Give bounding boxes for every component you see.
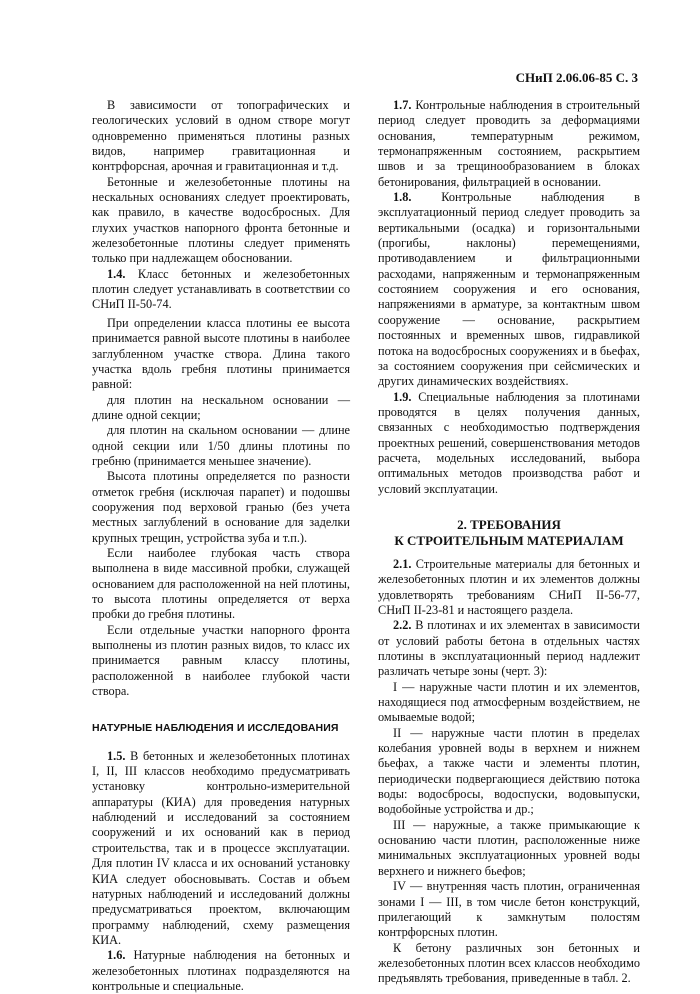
paragraph: Если отдельные участки напорного фронта выполнены из плотин разных видов, то класс их принимается равным классу плотины, расположенной в наиболее глубокой части створа. xyxy=(92,622,350,699)
clause-text: Натурные наблюдения на бетонных и железобетонных плотинах подразделяются на контрольные и специальные. xyxy=(92,948,350,993)
clause-number: 1.8. xyxy=(393,190,412,205)
paragraph: IV — внутренняя часть плотин, ограниченная зонами I — III, в том числе бетон конструкций, прилегающий к замкнутым полостям контрфорсных плотин. xyxy=(378,879,640,940)
section-heading: НАТУРНЫЕ НАБЛЮДЕНИЯ И ИССЛЕДОВАНИЯ xyxy=(92,722,339,735)
paragraph: II — наружные части плотин в пределах колебания уровней воды в верхнем и нижнем бьефах, а также части и элементы плотин, периодически подвергающиеся действию потока воды: водосбросы, водоспуски, водовыпуски, водобойные устройства и др.; xyxy=(378,725,640,817)
clause-text: Строительные материалы для бетонных и железобетонных плотин и их элементов должны удовлетворять требованиям СНиП II-56-77, СНиП II-23-81 и настоящего раздела. xyxy=(378,556,640,617)
section-title-line: 2. ТРЕБОВАНИЯ xyxy=(457,516,561,532)
clause-number: 1.5. xyxy=(107,748,126,763)
paragraph xyxy=(378,98,640,190)
paragraph: При определении класса плотины ее высота принимается равной высоте плотины в наиболее заглубленном участке створа. Длина такого участка вдоль гребня плотины принимается равной: xyxy=(92,315,350,392)
paragraph: I — наружные части плотин и их элементов, находящиеся под атмосферным воздействием, не омываемые водой; xyxy=(378,679,640,725)
clause-text: Класс бетонных и железобетонных плотин следует устанавливать в соответствии со СНиП II-50-74. xyxy=(92,266,350,312)
paragraph xyxy=(378,190,640,389)
paragraph: Если наиболее глубокая часть створа выполнена в виде массивной пробки, служащей основанием для расположенной на ней плотины, то высота плотины определяется от верха пробки до гребня плотины. xyxy=(92,545,350,622)
clause-number: 1.6. xyxy=(107,948,126,963)
paragraph: для плотин на нескальном основании — длине одной секции; xyxy=(92,392,350,422)
paragraph: Бетонные и железобетонные плотины на нескальных основаниях следует проектировать, как правило, в качестве водосбросных. Для глухих участков напорного фронта бетонные и железобетонные плотины следует применять только при надлежащем обосновании. xyxy=(92,174,350,266)
section-title xyxy=(378,517,640,549)
page-header: СНиП 2.06.06-85 С. 3 xyxy=(515,70,638,85)
section-title-line: К СТРОИТЕЛЬНЫМ МАТЕРИАЛАМ xyxy=(394,532,624,548)
clause-text: Контрольные наблюдения в эксплуатационный период следует проводить за вертикальными (осадка) и горизонтальными (прогибы, наклоны) перемещениями, противодавлением и фильтрационными расходами, напряженным и термонапряженным состоянием сооружения и его основания, напряжениями в арматуре, за контактным швом сооружение — основание, раскрытием постоянных и временных швов, гидравликой потока на водосбросных сооружениях и в бьефах, за состоянием сооружения при сейсмических и других динамических воздействиях. xyxy=(378,190,640,389)
paragraph: III — наружные, а также примыкающие к основанию части плотин, расположенные ниже минимальных эксплуатационных уровней воды верхнего и нижнего бьефов; xyxy=(378,817,640,878)
left-column xyxy=(92,98,350,994)
clause-number: 1.9. xyxy=(393,389,412,404)
clause-number: 2.2. xyxy=(393,618,412,633)
clause-number: 1.7. xyxy=(393,98,412,112)
clause-text: В плотинах и их элементах в зависимости от условий работы бетона в отдельных частях плотины в эксплуатационный период надлежит различать четыре зоны (черт. 3): xyxy=(378,618,640,679)
paragraph xyxy=(378,390,640,497)
paragraph: В зависимости от топографических и геологических условий в одном створе могут одновременно применяться плотины разных видов, например гравитационная и контрфорсная, арочная и гравитационная и т.д. xyxy=(92,98,350,174)
paragraph xyxy=(378,557,640,618)
clause-text: Специальные наблюдения за плотинами проводятся в целях получения данных, связанных с необходимостью подтверждения проектных решений, совершенствования методов расчета, модельных исследований, выбора оптимальных методов производства работ и условий эксплуатации. xyxy=(378,389,640,496)
clause-text: Контрольные наблюдения в строительный период следует проводить за деформациями основания, температурным режимом, термонапряженным состоянием, раскрытием швов и за трещинообразованием в блоках бетонирования, фильтрацией в основании. xyxy=(378,98,640,189)
paragraph xyxy=(378,618,640,679)
paragraph: Высота плотины определяется по разности отметок гребня (исключая парапет) и подошвы сооружения под верховой гранью (без учета местных заглублений в основание для заделки крупных трещин, устройства зуба и т.п.). xyxy=(92,469,350,545)
clause-text: В бетонных и железобетонных плотинах I, II, III классов необходимо предусматривать установку контрольно-измерительной аппаратуры (КИА) для проведения натурных наблюдений и исследований за состоянием сооружений и их оснований как в период строительства, так и в процессе эксплуатации. Для плотин IV класса и их оснований установку КИА следует обосновывать. Состав и объем натурных наблюдений и исследований должны предусматриваться проектом, включающим программу наблюдений, схему размещения КИА. xyxy=(92,748,350,947)
paragraph xyxy=(92,267,350,313)
paragraph: для плотин на скальном основании — длине одной секции или 1/50 длины плотины по гребню (принимается меньшее значение). xyxy=(92,423,350,468)
clause-number: 1.4. xyxy=(107,266,126,281)
paragraph xyxy=(92,749,350,948)
paragraph xyxy=(92,948,350,994)
right-column xyxy=(378,98,640,987)
clause-number: 2.1. xyxy=(393,556,412,571)
paragraph: К бетону различных зон бетонных и железобетонных плотин всех классов необходимо предъявлять требования, приведенные в табл. 2. xyxy=(378,940,640,986)
